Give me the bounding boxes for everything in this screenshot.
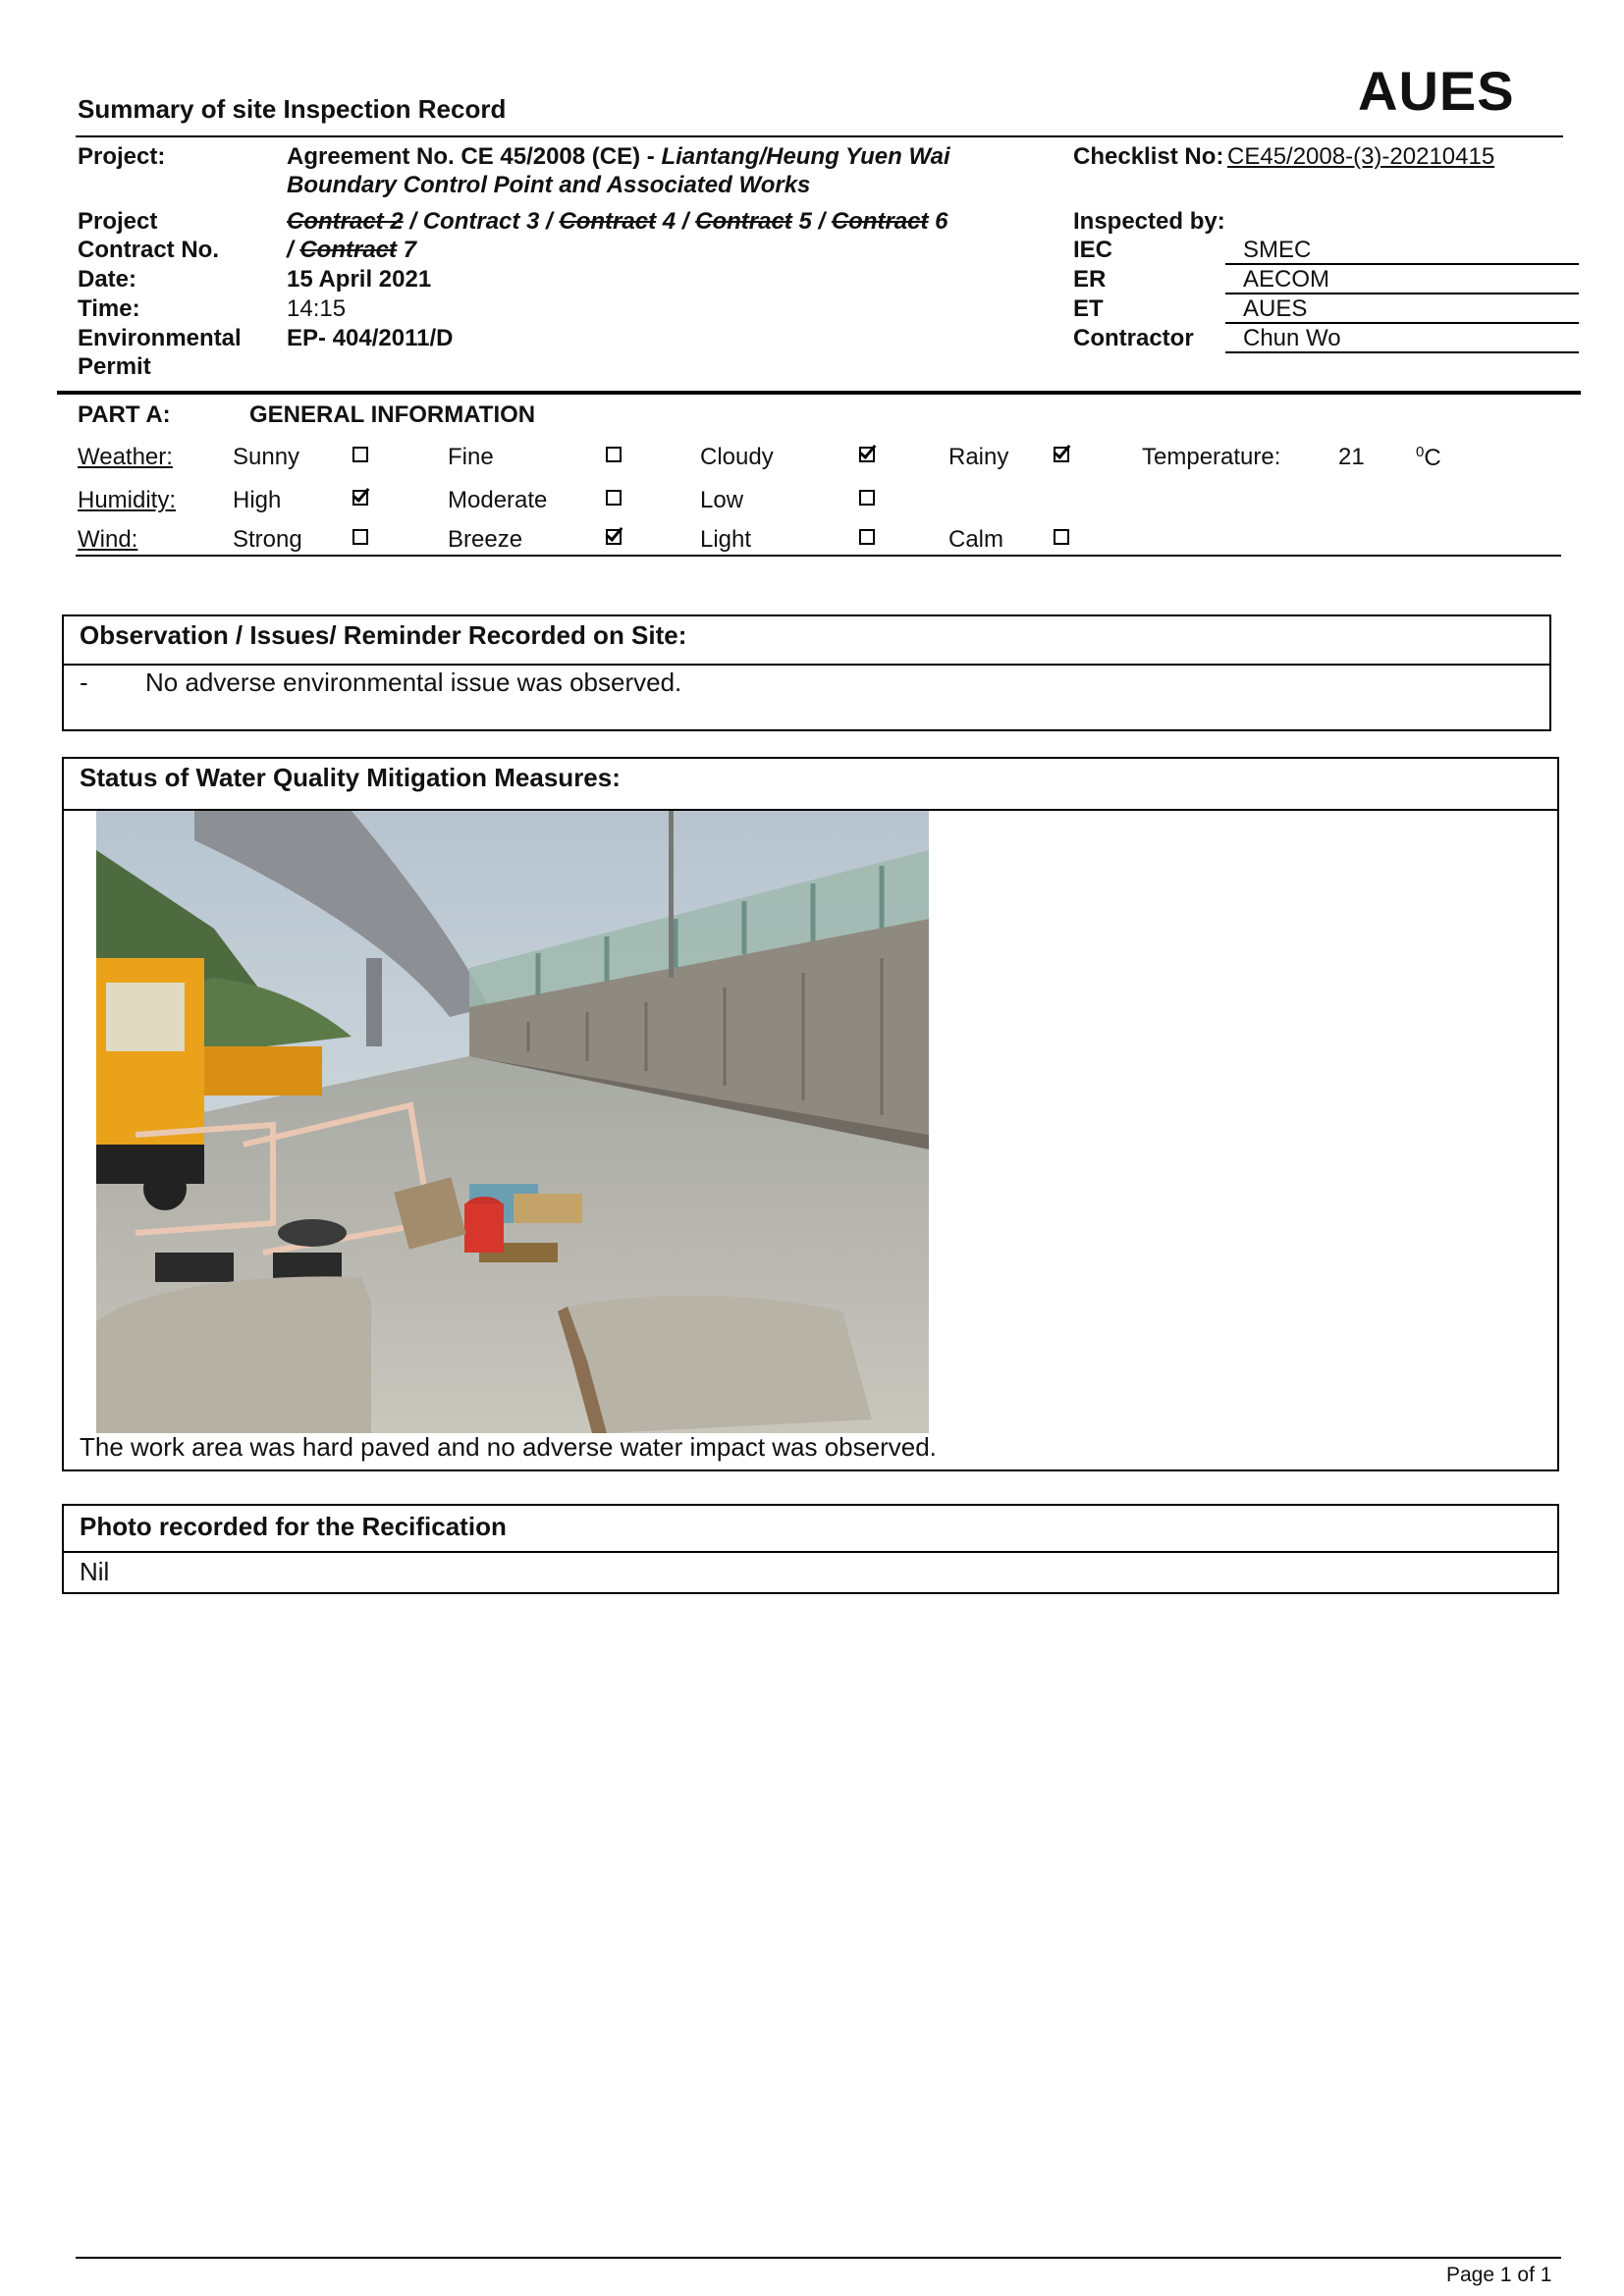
- permit-label-2: Permit: [78, 353, 151, 380]
- contract-sep: /: [539, 208, 560, 235]
- water-quality-title: Status of Water Quality Mitigation Measures:: [80, 763, 621, 792]
- contract-line1: [287, 208, 948, 236]
- checklist-label: Checklist No:: [1073, 143, 1224, 170]
- rectification-box: [62, 1504, 1559, 1594]
- section-rule-thick: [57, 391, 1581, 395]
- temperature-label: Temperature:: [1142, 444, 1281, 470]
- wind-calm-label: Calm: [948, 526, 1004, 553]
- degree-sup: 0: [1416, 444, 1425, 460]
- contract-5: Contract: [695, 208, 792, 235]
- project-value-line1: [287, 143, 950, 171]
- contract-4-num: 4: [656, 208, 677, 235]
- weather-fine-label: Fine: [448, 444, 494, 470]
- contract-label-2: Contract No.: [78, 237, 219, 263]
- contract-label-1: Project: [78, 208, 158, 235]
- weather-rainy-checkbox[interactable]: [1054, 447, 1069, 462]
- wind-breeze-checkbox[interactable]: [606, 529, 622, 545]
- time-label: Time:: [78, 295, 140, 322]
- site-photo: [96, 811, 929, 1433]
- date-label: Date:: [78, 266, 137, 293]
- contract-7: Contract: [299, 237, 398, 263]
- permit-label-1: Environmental: [78, 325, 242, 351]
- project-agreement: Agreement No. CE 45/2008 (CE) -: [287, 143, 662, 170]
- rectification-title: Photo recorded for the Recification: [80, 1512, 507, 1541]
- weather-cloudy-checkbox[interactable]: [859, 447, 875, 462]
- wind-light-checkbox[interactable]: [859, 529, 875, 545]
- wind-label: Wind:: [78, 526, 138, 553]
- wind-light-label: Light: [700, 526, 752, 553]
- contract-sep: /: [403, 208, 423, 235]
- permit-value: EP- 404/2011/D: [287, 325, 454, 351]
- observation-bullet: -: [80, 667, 88, 697]
- footer-rule: [76, 2257, 1561, 2259]
- iec-value: SMEC: [1243, 237, 1312, 263]
- part-a-title: GENERAL INFORMATION: [249, 401, 536, 428]
- project-name-1: Liantang/Heung Yuen Wai: [661, 143, 950, 170]
- aues-logo: AUES: [1358, 60, 1515, 122]
- part-a-bottom-rule: [76, 555, 1561, 557]
- contract-3: Contract 3: [422, 208, 540, 235]
- contract-sep: /: [287, 237, 300, 263]
- contractor-label: Contractor: [1073, 325, 1194, 351]
- temperature-value: 21: [1338, 444, 1365, 470]
- contract-5-num: 5: [791, 208, 812, 235]
- contractor-underline: [1225, 351, 1579, 353]
- wind-strong-label: Strong: [233, 526, 302, 553]
- er-label: ER: [1073, 266, 1107, 293]
- inspected-by-label: Inspected by:: [1073, 208, 1225, 235]
- project-value-line2: Boundary Control Point and Associated Works: [287, 172, 811, 198]
- celsius-unit: C: [1424, 445, 1441, 471]
- contract-sep: /: [811, 208, 832, 235]
- contract-4: Contract: [559, 208, 657, 235]
- project-label: Project:: [78, 143, 166, 170]
- et-underline: [1225, 322, 1579, 324]
- weather-rainy-label: Rainy: [948, 444, 1009, 470]
- wind-strong-checkbox[interactable]: [352, 529, 368, 545]
- observation-box: [62, 614, 1551, 731]
- observation-title: Observation / Issues/ Reminder Recorded on Site:: [80, 620, 687, 650]
- water-quality-box: [62, 757, 1559, 1471]
- header-rule: [76, 135, 1563, 137]
- humidity-moderate-label: Moderate: [448, 487, 548, 513]
- weather-cloudy-label: Cloudy: [700, 444, 774, 470]
- rectification-text: Nil: [80, 1557, 110, 1586]
- humidity-moderate-checkbox[interactable]: [606, 490, 622, 506]
- contractor-value: Chun Wo: [1243, 325, 1341, 351]
- temperature-unit: [1416, 444, 1441, 472]
- weather-label: Weather:: [78, 444, 173, 470]
- weather-fine-checkbox[interactable]: [606, 447, 622, 462]
- er-underline: [1225, 293, 1579, 294]
- iec-underline: [1225, 263, 1579, 265]
- date-value: 15 April 2021: [287, 266, 432, 293]
- checklist-value: CE45/2008-(3)-20210415: [1227, 143, 1495, 170]
- contract-7-num: 7: [397, 237, 417, 263]
- page-title: Summary of site Inspection Record: [78, 94, 507, 124]
- iec-label: IEC: [1073, 237, 1113, 263]
- contract-line2: [287, 237, 416, 264]
- er-value: AECOM: [1243, 266, 1330, 293]
- weather-sunny-label: Sunny: [233, 444, 300, 470]
- et-value: AUES: [1243, 295, 1308, 322]
- wind-calm-checkbox[interactable]: [1054, 529, 1069, 545]
- wind-breeze-label: Breeze: [448, 526, 523, 553]
- humidity-high-checkbox[interactable]: [352, 490, 368, 506]
- contract-2: Contract 2: [287, 208, 404, 235]
- contract-6: Contract: [831, 208, 929, 235]
- humidity-label: Humidity:: [78, 487, 177, 513]
- humidity-low-checkbox[interactable]: [859, 490, 875, 506]
- weather-sunny-checkbox[interactable]: [352, 447, 368, 462]
- water-quality-caption: The work area was hard paved and no adverse water impact was observed.: [80, 1432, 937, 1462]
- observation-text: No adverse environmental issue was observed.: [145, 667, 682, 697]
- humidity-low-label: Low: [700, 487, 744, 513]
- et-label: ET: [1073, 295, 1104, 322]
- time-value: 14:15: [287, 295, 347, 322]
- contract-6-num: 6: [928, 208, 948, 235]
- contract-sep: /: [676, 208, 696, 235]
- humidity-high-label: High: [233, 487, 282, 513]
- page-number: Page 1 of 1: [1446, 2264, 1552, 2286]
- part-a-label: PART A:: [78, 401, 171, 428]
